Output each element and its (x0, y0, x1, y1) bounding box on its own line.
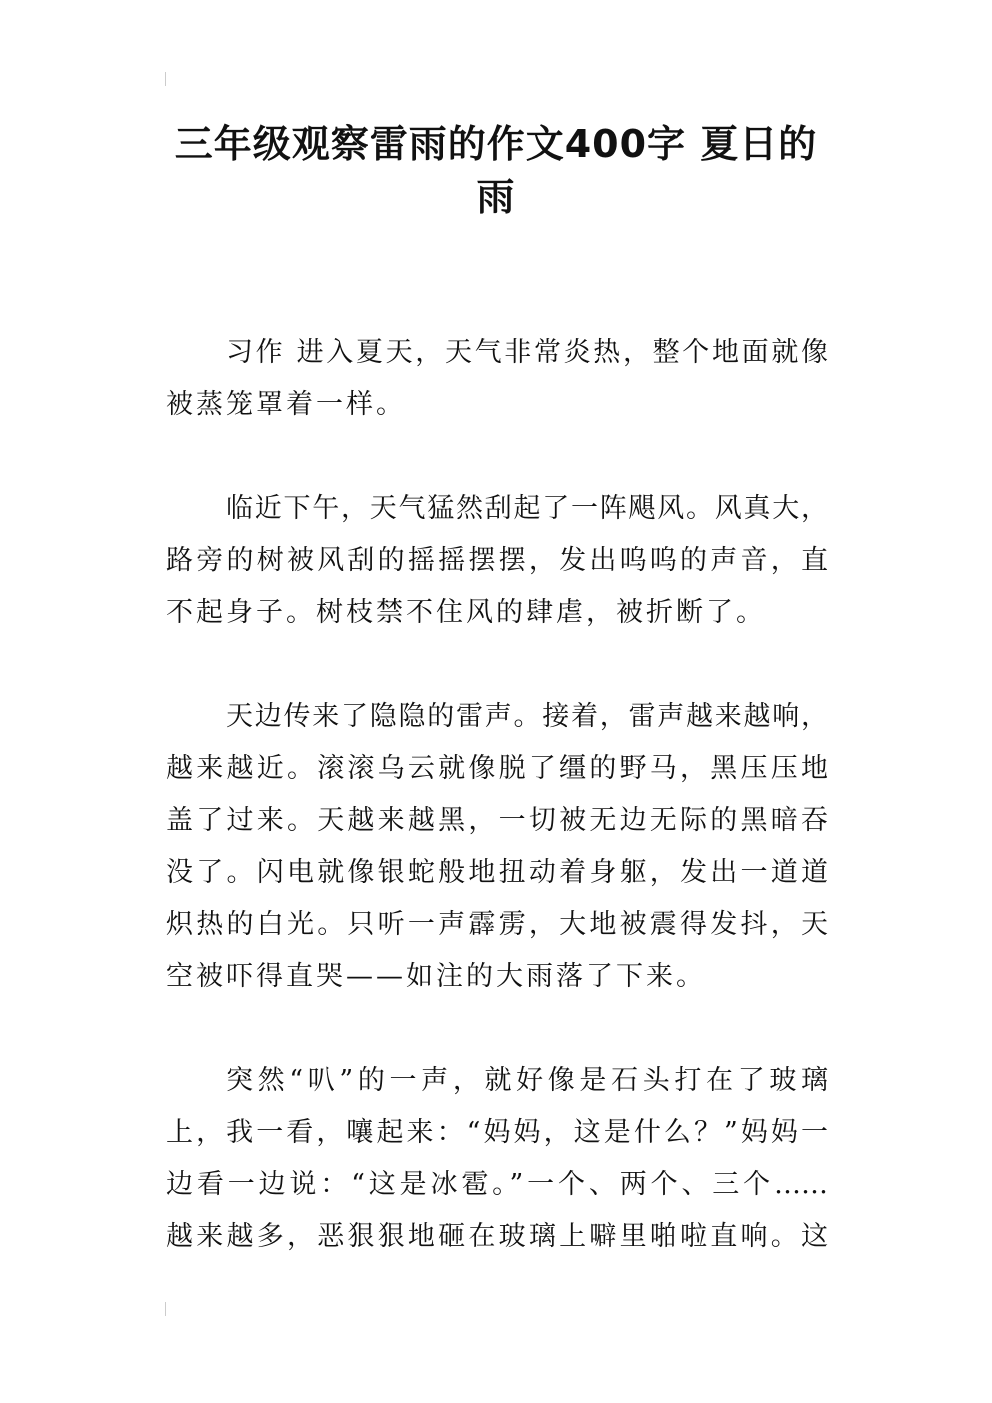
page-margin-mark (165, 1302, 166, 1316)
text-line: 盖了过来。天越来越黑，一切被无边无际的黑暗吞 (166, 805, 828, 836)
text-line: 不起身子。树枝禁不住风的肆虐，被折断了。 (166, 597, 766, 628)
paragraph (166, 327, 828, 431)
text-line: 被蒸笼罩着一样。 (166, 389, 406, 420)
text-line: 空被吓得直哭——如注的大雨落了下来。 (166, 961, 706, 992)
text-line: 边看一边说：“这是冰雹。”一个、两个、三个…… (166, 1169, 828, 1200)
text-line: 路旁的树被风刮的摇摇摆摆，发出呜呜的声音，直 (166, 545, 828, 576)
paragraph (166, 1055, 828, 1263)
text-line: 上，我一看，嚷起来：“妈妈，这是什么？”妈妈一 (166, 1117, 828, 1148)
text-line: 越来越近。滚滚乌云就像脱了缰的野马，黑压压地 (166, 753, 828, 784)
page-margin-mark (165, 72, 166, 86)
text-line: 炽热的白光。只听一声霹雳，大地被震得发抖，天 (166, 909, 828, 940)
document-body (166, 327, 828, 1263)
title-line: 三年级观察雷雨的作文400字 夏日的 (174, 122, 818, 166)
title-line: 雨 (476, 175, 516, 219)
text-line: 突然“叭”的一声，就好像是石头打在了玻璃 (226, 1065, 828, 1096)
text-line: 习作 进入夏天，天气非常炎热，整个地面就像 (226, 337, 828, 368)
text-line: 天边传来了隐隐的雷声。接着，雷声越来越响， (226, 701, 828, 732)
document-title (150, 118, 842, 224)
text-line: 越来越多，恶狠狠地砸在玻璃上噼里啪啦直响。这 (166, 1221, 828, 1252)
text-line: 没了。闪电就像银蛇般地扭动着身躯，发出一道道 (166, 857, 828, 888)
paragraph (166, 691, 828, 1003)
text-line: 临近下午，天气猛然刮起了一阵飓风。风真大， (226, 493, 828, 524)
paragraph (166, 483, 828, 639)
